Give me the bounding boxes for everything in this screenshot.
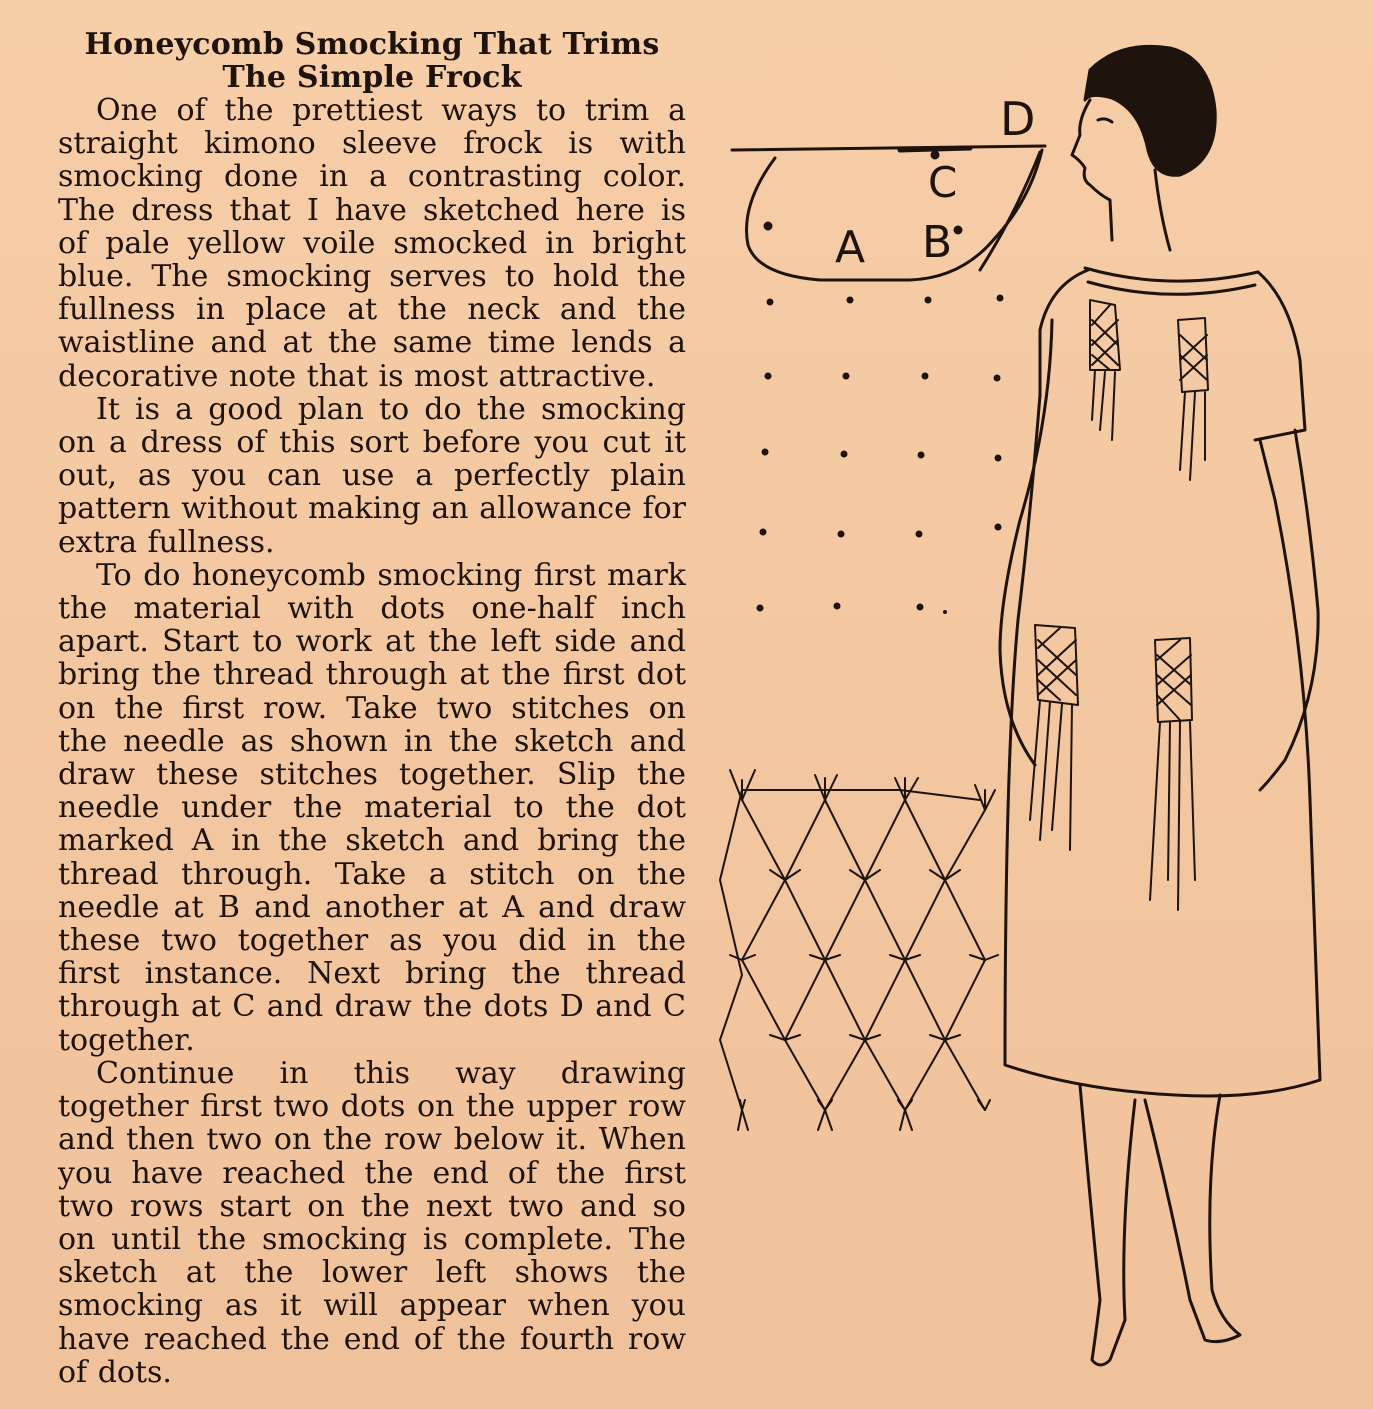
paragraph-1: One of the prettiest ways to trim a straight kimono sleeve frock is with smocking done in a contrasting color. The dress that I have sketched here is of pale yellow voile smocked in bright blue. The smocking serves to hold the fullness in place at the neck and the waistline and at the same time lends a decorative note that is most attractive.	[58, 93, 686, 394]
title-line-1: Honeycomb Smocking That Trims	[84, 27, 660, 62]
title-line-2: The Simple Frock	[222, 60, 522, 95]
paragraph-2: It is a good plan to do the smocking on a dress of this sort before you cut it out, as you can use a perfectly plain pattern without making an allowance for extra fullness.	[58, 391, 686, 560]
neckline-inner	[1085, 268, 1258, 281]
neckline	[1088, 282, 1255, 294]
needle	[900, 148, 970, 150]
woman-figure	[1000, 46, 1320, 1365]
stitch-diagram	[732, 146, 1045, 280]
thread-line	[980, 152, 1040, 270]
article-column	[58, 28, 686, 1389]
diagram-dot	[955, 227, 961, 233]
needle-stitch-loop	[747, 150, 1042, 280]
paragraph-4: Continue in this way drawing together first two dots on the upper row and then two on the row below it. When you have reached the end of the first two rows start on the next two and so on until the smocking is complete. The sketch at the lower left shows the smocking as it will appear when you have reached the end of the fourth row of dots.	[58, 1055, 686, 1390]
hair	[1085, 46, 1215, 175]
left-leg	[1080, 1085, 1135, 1365]
article-title	[58, 28, 686, 94]
smocking-panels	[1030, 300, 1208, 910]
neck	[1155, 170, 1170, 250]
paragraph-3: To do honeycomb smocking first mark the material with dots one-half inch apart. Start to work at the left side and bring the thread through at the first dot on the first row. Take two stitches on the needle as shown in the sketch and draw these stitches together. Slip the needle under the material to the dot marked A in the sketch and bring the thread through. Take a stitch on the needle at B and another at A and draw these two together as you did in the first instance. Next bring the thread through at C and draw the dots D and C together.	[58, 557, 686, 1058]
eye	[1098, 119, 1112, 122]
face-profile	[1072, 100, 1112, 240]
label-b: B	[922, 217, 953, 268]
label-d: D	[1000, 92, 1036, 146]
dress-outline	[1005, 395, 1320, 1096]
illustration	[700, 0, 1373, 1409]
right-leg	[1145, 1095, 1240, 1342]
right-arm	[1260, 430, 1318, 790]
fabric-edge-line	[732, 146, 1045, 150]
label-a: A	[835, 222, 866, 273]
diagram-dot	[765, 223, 771, 229]
dot-grid	[757, 295, 1004, 615]
honeycomb-sketch	[720, 770, 998, 1130]
label-c: C	[928, 158, 958, 207]
